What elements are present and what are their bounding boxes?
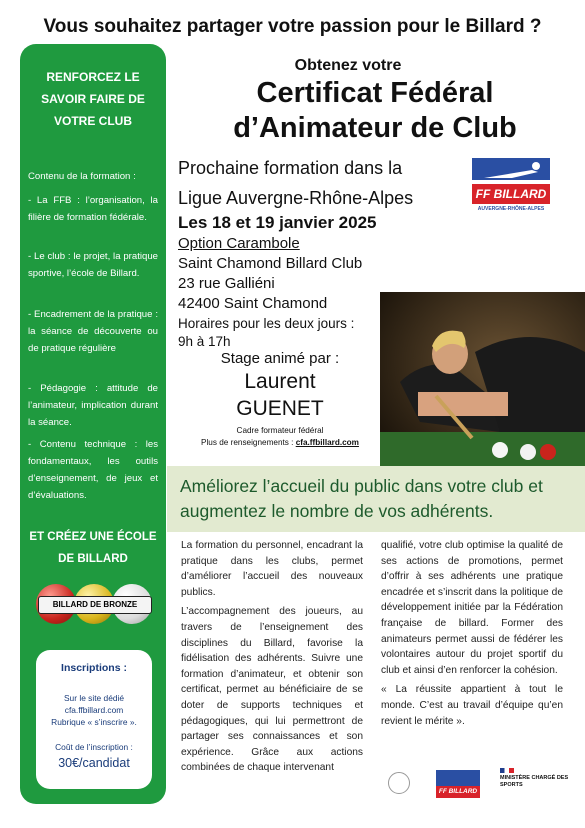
sidebar-content-heading: Contenu de la formation : <box>28 171 136 182</box>
sidebar-title-line: RENFORCEZ LE <box>46 70 140 84</box>
ffbillard-name-small: FF BILLARD <box>436 786 480 798</box>
hours-label: Horaires pour les deux jours : <box>178 316 355 331</box>
body-paragraph: qualifié, votre club optimise la qualité de ses actions de promotions, permet d’offrir à ses adhérents une pratique encadrée et s’inscrit dans la politique de développement initiée par la Fédération française de billard. Former des animateurs permet aussi de fédérer les volontaires autour du projet sportif du club et ainsi d’en renforcer la cohésion. <box>381 540 563 676</box>
more-info-label: Plus de renseignements : <box>201 438 294 447</box>
certificate-title: d’Animateur de Club <box>233 112 517 144</box>
sidebar-panel <box>20 44 166 804</box>
trainer-last-name: GUENET <box>236 397 324 420</box>
sidebar-list-item: - Pédagogie : attitude de l’animateur, implication durant la séance. <box>28 383 158 428</box>
inscriptions-site-link[interactable]: cfa.ffbillard.com <box>64 705 124 715</box>
sidebar-list-item: - Contenu technique : les fondamentaux, les outils d’enseignement, de jeux et d’évaluations. <box>28 439 158 501</box>
ffbillard-emblem <box>472 158 550 184</box>
next-session-line: Prochaine formation dans la <box>178 158 403 178</box>
session-dates: Les 18 et 19 janvier 2025 <box>178 213 377 232</box>
body-paragraph: L’accompagnement des joueurs, au travers de l’enseignement des disciplines du Billard, favorise la fidélisation des adhérents. Suivre une formation d’animateur, et obtenir son certificat, permet au bénéficiaire de se doter de supports techniques et pédagogiques, qui lui permettront de partager ses connaissances et son expérience. Grâce aux actions combinées de chaque intervenant <box>181 606 363 774</box>
trainer-role: Cadre formateur fédéral <box>236 426 324 435</box>
inscriptions-title: Inscriptions : <box>61 662 127 674</box>
ffbillard-aura-logo <box>472 158 550 216</box>
sidebar-title-line: SAVOIR FAIRE DE <box>41 92 145 106</box>
body-paragraph: La formation du personnel, encadrant la pratique dans les clubs, permet d’améliorer l’accueil des nouveaux publics. <box>181 540 363 598</box>
inscriptions-box <box>36 650 152 789</box>
footer-logos <box>384 768 574 804</box>
ministry-name: MINISTÈRE CHARGÉ DES SPORTS <box>500 775 569 788</box>
ffbillard-region: AUVERGNE-RHÔNE-ALPES <box>477 206 545 212</box>
sidebar-cta-line: DE BILLARD <box>58 553 128 565</box>
trainer-photo <box>380 292 585 468</box>
sidebar-list-item: - Encadrement de la pratique : la séance de découverte ou de pratique régulière <box>28 309 158 354</box>
more-info-link[interactable]: cfa.ffbillard.com <box>295 438 359 447</box>
pre-title: Obtenez votre <box>294 57 402 74</box>
ffbillard-emblem <box>436 770 480 786</box>
ffbillard-name: FF BILLARD <box>472 184 550 204</box>
more-info <box>180 438 380 447</box>
body-column-left <box>181 538 363 780</box>
inscriptions-line: Rubrique « s’inscrire ». <box>51 717 137 727</box>
body-column-right <box>381 538 563 733</box>
cost-label: Coût de l’inscription : <box>55 742 133 752</box>
hours-value: 9h à 17h <box>178 334 231 349</box>
certificate-title: Certificat Fédéral <box>256 77 494 109</box>
inscriptions-line: Sur le site dédié <box>63 693 125 703</box>
club-city: 42400 Saint Chamond <box>178 295 328 312</box>
stage-label: Stage animé par : <box>220 350 340 367</box>
benefit-banner-text: Améliorez l’accueil du public dans votre club et augmentez le nombre de vos adhérents. <box>180 476 543 521</box>
league-name: Ligue Auvergne-Rhône-Alpes <box>178 188 414 208</box>
sidebar-title-line: VOTRE CLUB <box>54 114 132 128</box>
cost-value: 30€/candidat <box>58 756 130 770</box>
sidebar-list-item: - Le club : le projet, la pratique sportive, l’école de Billard. <box>28 251 158 279</box>
bronze-badge: BILLARD DE BRONZE <box>38 596 152 614</box>
sidebar-list-item: - La FFB : l’organisation, la filière de formation fédérale. <box>28 195 158 223</box>
ministry-logo <box>500 768 572 789</box>
sidebar-cta-line: ET CRÉEZ UNE ÉCOLE <box>29 531 157 543</box>
french-flag-icon <box>500 768 514 773</box>
page-headline: Vous souhaitez partager votre passion pour le Billard ? <box>43 16 542 37</box>
club-street: 23 rue Galliéni <box>178 275 275 292</box>
player-silhouette-icon <box>472 158 550 184</box>
ffbillard-logo-small <box>436 770 480 802</box>
club-name: Saint Chamond Billard Club <box>178 255 363 272</box>
body-quote: « La réussite appartient à tout le monde. C’est au travail d’équipe qu’en revient le mérite ». <box>381 684 563 727</box>
republic-seal-icon <box>388 772 410 794</box>
billard-de-bronze-logo <box>36 584 152 624</box>
option-label: Option Carambole <box>178 235 300 252</box>
trainer-first-name: Laurent <box>244 370 316 393</box>
